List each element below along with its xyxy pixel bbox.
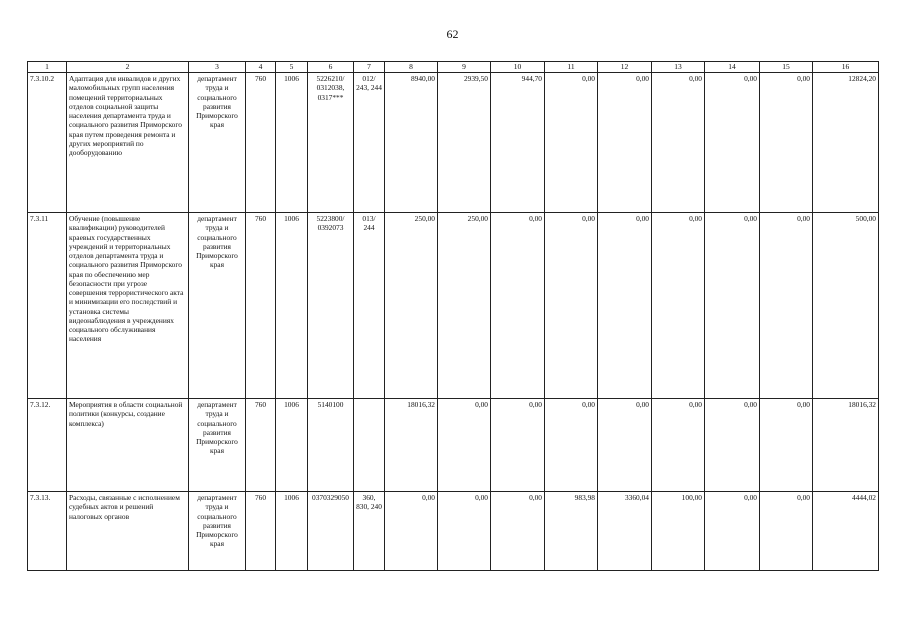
cell-col6: 0370329050 [308, 492, 354, 571]
cell-col7 [354, 399, 385, 492]
cell-col12: 3360,04 [598, 492, 652, 571]
responsible-agency: департамент труда и социального развития Приморского края [189, 213, 246, 399]
column-header: 6 [308, 62, 354, 73]
cell-col11: 983,98 [545, 492, 598, 571]
item-code: 7.3.12. [28, 399, 67, 492]
column-header: 12 [598, 62, 652, 73]
cell-col10: 0,00 [491, 399, 545, 492]
cell-col10: 0,00 [491, 492, 545, 571]
cell-col9: 250,00 [438, 213, 491, 399]
cell-col14: 0,00 [705, 492, 760, 571]
cell-col5: 1006 [276, 399, 308, 492]
column-number-row [28, 62, 879, 73]
column-header: 9 [438, 62, 491, 73]
cell-col14: 0,00 [705, 399, 760, 492]
cell-col6: 5223800/ 0392073 [308, 213, 354, 399]
cell-col9: 2939,50 [438, 73, 491, 213]
item-code: 7.3.11 [28, 213, 67, 399]
cell-col4: 760 [246, 399, 276, 492]
column-header: 10 [491, 62, 545, 73]
cell-col15: 0,00 [760, 399, 813, 492]
cell-col11: 0,00 [545, 73, 598, 213]
column-header: 4 [246, 62, 276, 73]
item-code: 7.3.10.2 [28, 73, 67, 213]
item-name: Адаптация для инвалидов и других маломобильных групп населения помещений территориальных отделов социальной защиты населения департамента труда и социального развития Приморского края путем проведения ремонта и других мероприятий по дооборудованию [67, 73, 189, 213]
item-name: Мероприятия в области социальной политики (конкурсы, создание комплекса) [67, 399, 189, 492]
column-header: 1 [28, 62, 67, 73]
column-header: 8 [385, 62, 438, 73]
page-number: 62 [446, 27, 459, 41]
cell-col4: 760 [246, 492, 276, 571]
cell-col13: 0,00 [652, 73, 705, 213]
item-code: 7.3.13. [28, 492, 67, 571]
cell-col14: 0,00 [705, 73, 760, 213]
item-name: Обучение (повышение квалификации) руководителей краевых государственных учреждений и территориальных отделов департамента труда и социального развития Приморского края по обеспечению мер безопасности при угрозе совершения террористического акта и минимизации его последствий и установка системы видеонаблюдения в учреждениях социального обслуживания населения [67, 213, 189, 399]
table-row [28, 492, 879, 571]
responsible-agency: департамент труда и социального развития Приморского края [189, 492, 246, 571]
cell-col16: 4444,02 [813, 492, 879, 571]
column-header: 15 [760, 62, 813, 73]
cell-col11: 0,00 [545, 213, 598, 399]
cell-col9: 0,00 [438, 492, 491, 571]
cell-col5: 1006 [276, 213, 308, 399]
column-header: 14 [705, 62, 760, 73]
table-row [28, 73, 879, 213]
responsible-agency: департамент труда и социального развития Приморского края [189, 399, 246, 492]
column-header: 3 [189, 62, 246, 73]
cell-col15: 0,00 [760, 213, 813, 399]
column-header: 16 [813, 62, 879, 73]
cell-col8: 0,00 [385, 492, 438, 571]
column-header: 2 [67, 62, 189, 73]
table-row [28, 399, 879, 492]
budget-table [27, 61, 879, 571]
cell-col10: 944,70 [491, 73, 545, 213]
cell-col15: 0,00 [760, 73, 813, 213]
cell-col12: 0,00 [598, 213, 652, 399]
cell-col6: 5140100 [308, 399, 354, 492]
cell-col4: 760 [246, 73, 276, 213]
cell-col16: 18016,32 [813, 399, 879, 492]
cell-col12: 0,00 [598, 399, 652, 492]
cell-col7: 013/ 244 [354, 213, 385, 399]
cell-col8: 18016,32 [385, 399, 438, 492]
cell-col16: 12824,20 [813, 73, 879, 213]
cell-col13: 100,00 [652, 492, 705, 571]
cell-col10: 0,00 [491, 213, 545, 399]
column-header: 7 [354, 62, 385, 73]
cell-col6: 5226210/ 0312038, 0317*** [308, 73, 354, 213]
cell-col5: 1006 [276, 492, 308, 571]
cell-col8: 8940,00 [385, 73, 438, 213]
cell-col15: 0,00 [760, 492, 813, 571]
item-name: Расходы, связанные с исполнением судебных актов и решений налоговых органов [67, 492, 189, 571]
table-row [28, 213, 879, 399]
cell-col12: 0,00 [598, 73, 652, 213]
cell-col13: 0,00 [652, 399, 705, 492]
column-header: 5 [276, 62, 308, 73]
cell-col16: 500,00 [813, 213, 879, 399]
column-header: 13 [652, 62, 705, 73]
cell-col13: 0,00 [652, 213, 705, 399]
cell-col4: 760 [246, 213, 276, 399]
responsible-agency: департамент труда и социального развития Приморского края [189, 73, 246, 213]
cell-col11: 0,00 [545, 399, 598, 492]
cell-col14: 0,00 [705, 213, 760, 399]
cell-col8: 250,00 [385, 213, 438, 399]
column-header: 11 [545, 62, 598, 73]
cell-col7: 012/ 243, 244 [354, 73, 385, 213]
cell-col9: 0,00 [438, 399, 491, 492]
cell-col7: 360, 830, 240 [354, 492, 385, 571]
cell-col5: 1006 [276, 73, 308, 213]
